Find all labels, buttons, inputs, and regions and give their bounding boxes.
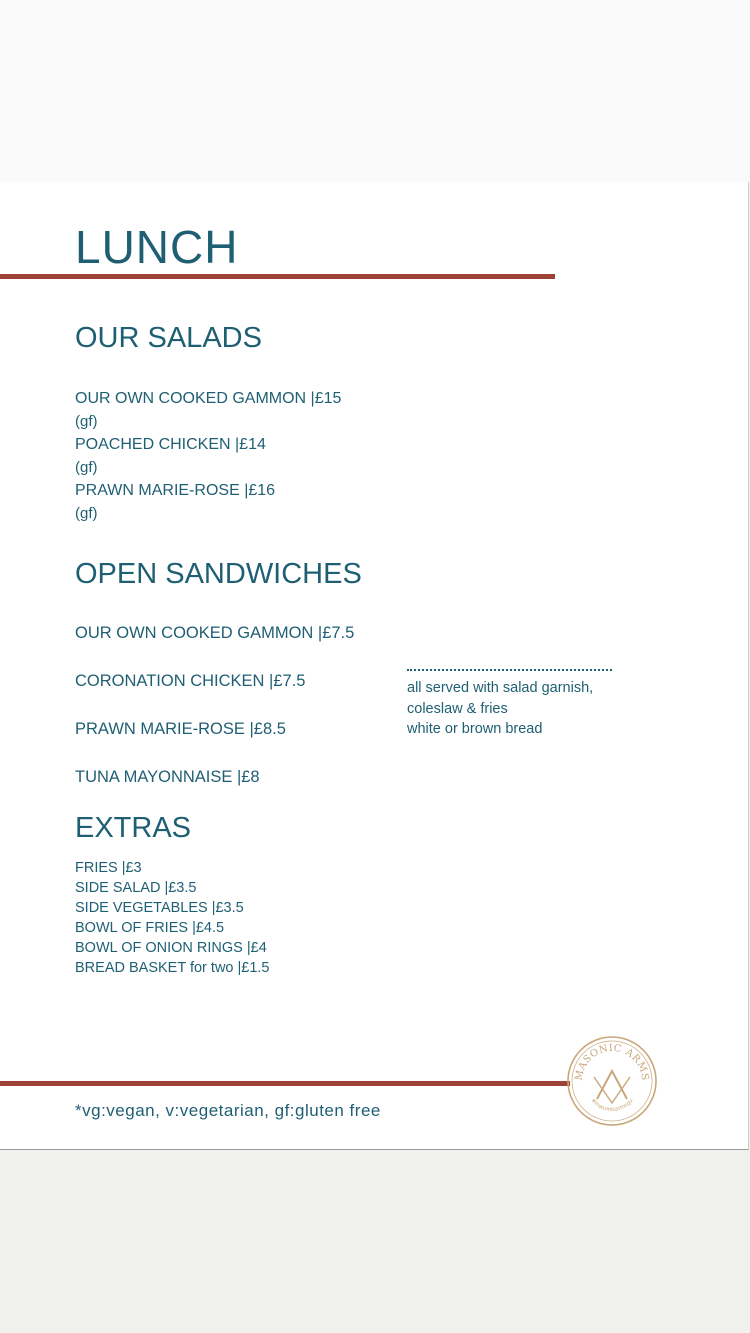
item-name: PRAWN MARIE-ROSE |£16	[75, 482, 276, 499]
item-dietary-note: (gf)	[75, 505, 98, 522]
note-line: white or brown bread	[407, 721, 543, 737]
footer-divider	[0, 1081, 570, 1086]
salads-heading: OUR SALADS	[75, 322, 262, 354]
note-line: coleslaw & fries	[407, 700, 508, 717]
extras-heading: EXTRAS	[75, 812, 192, 844]
sandwiches-list	[75, 622, 354, 814]
svg-text:MASONIC ARMS	[574, 1043, 651, 1082]
title-divider	[0, 274, 555, 279]
list-item	[75, 433, 341, 479]
logo-subtext: #masonicarmsgu	[589, 1097, 635, 1114]
list-item: SIDE VEGETABLES |£3.5	[75, 900, 244, 916]
dietary-footnote: *vg:vegan, v:vegetarian, gf:gluten free	[75, 1101, 381, 1120]
extras-list	[75, 858, 270, 978]
item-dietary-note: (gf)	[75, 459, 98, 476]
masonic-arms-logo	[566, 1035, 658, 1127]
list-item: SIDE SALAD |£3.5	[75, 880, 197, 896]
item-name: OUR OWN COOKED GAMMON |£15	[75, 390, 342, 407]
item-name: POACHED CHICKEN |£14	[75, 436, 266, 453]
note-line: all served with salad garnish,	[407, 680, 594, 696]
list-item: TUNA MAYONNAISE |£8	[75, 768, 260, 786]
list-item: CORONATION CHICKEN |£7.5	[75, 672, 306, 690]
list-item: FRIES |£3	[75, 860, 142, 876]
list-item: BOWL OF FRIES |£4.5	[75, 920, 225, 936]
salads-list	[75, 387, 341, 525]
menu-page	[0, 182, 749, 1150]
svg-text:#masonicarmsgu	[589, 1098, 634, 1113]
list-item: BREAD BASKET for two |£1.5	[75, 960, 270, 976]
list-item	[75, 387, 341, 433]
list-item: BOWL OF ONION RINGS |£4	[75, 940, 267, 956]
sandwiches-heading: OPEN SANDWICHES	[75, 558, 362, 590]
top-margin	[0, 0, 750, 182]
list-item: OUR OWN COOKED GAMMON |£7.5	[75, 624, 355, 642]
logo-text: MASONIC ARMS	[573, 1042, 651, 1082]
sandwiches-note	[407, 678, 593, 740]
menu-title: LUNCH	[75, 221, 239, 273]
list-item: PRAWN MARIE-ROSE |£8.5	[75, 720, 286, 738]
list-item	[75, 479, 341, 525]
item-dietary-note: (gf)	[75, 413, 98, 430]
dotted-divider	[407, 669, 612, 671]
